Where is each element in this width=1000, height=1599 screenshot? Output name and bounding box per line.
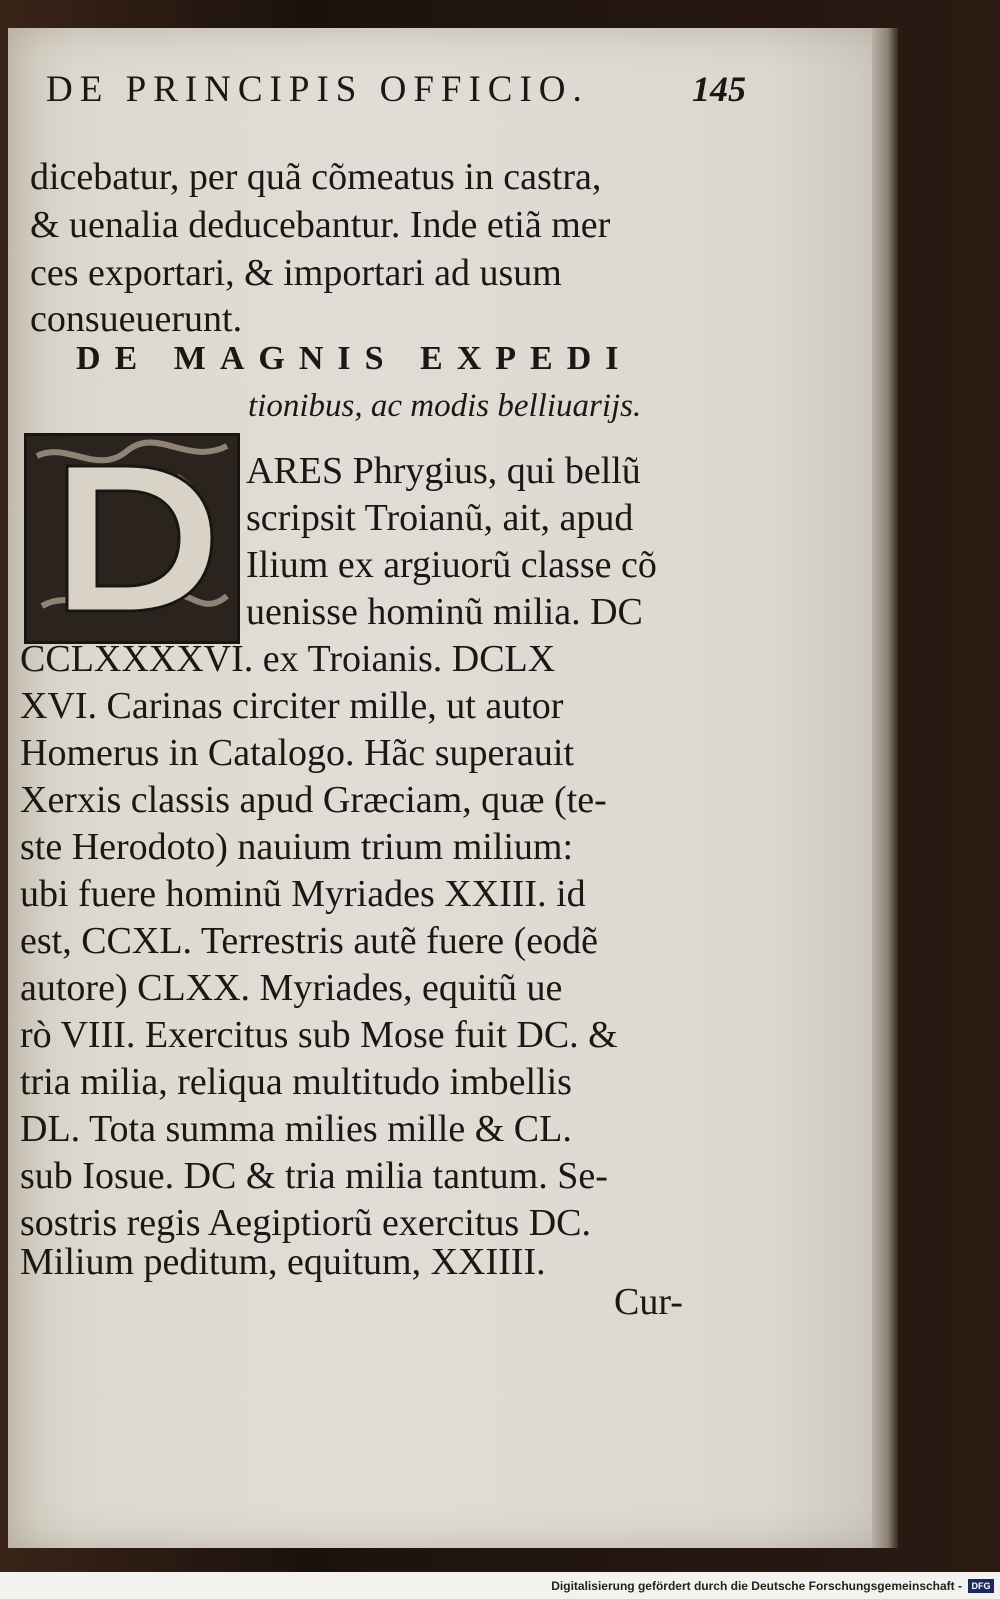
page-number: 145 <box>692 69 746 109</box>
text-line: Milium peditum, equitum, XXIIII. <box>20 1241 546 1283</box>
text-line: dicebatur, per quã cõmeatus in castra, <box>30 156 602 198</box>
page-text <box>8 28 898 1548</box>
text-line: ARES Phrygius, qui bellũ <box>246 450 641 492</box>
text-line: DL. Tota summa milies mille & CL. <box>20 1108 572 1150</box>
text-line: rò VIII. Exercitus sub Mose fuit DC. & <box>20 1014 618 1056</box>
book-page <box>8 28 898 1548</box>
text-line: ste Herodoto) nauium trium milium: <box>20 826 574 868</box>
text-line: scripsit Troianũ, ait, apud <box>246 497 634 539</box>
text-line: consueuerunt. <box>30 298 243 340</box>
footer-credit: Digitalisierung gefördert durch die Deutsche Forschungsgemeinschaft - <box>551 1578 962 1593</box>
text-line: XVI. Carinas circiter mille, ut autor <box>20 685 564 727</box>
running-title: DE PRINCIPIS OFFICIO. <box>46 69 589 110</box>
text-line: sub Iosue. DC & tria milia tantum. Se- <box>20 1155 608 1197</box>
page-edge <box>872 28 898 1548</box>
section-heading: DE MAGNIS EXPEDI <box>76 340 633 377</box>
dfg-logo: DFG <box>968 1579 994 1593</box>
text-line: sostris regis Aegiptiorũ exercitus DC. <box>20 1202 591 1244</box>
initial-d-woodcut <box>27 436 237 641</box>
text-line: ubi fuere hominũ Myriades XXIII. id <box>20 873 586 915</box>
decorated-initial <box>24 433 240 644</box>
text-line: est, CCXL. Terrestris autẽ fuere (eodẽ <box>20 920 599 962</box>
text-line: autore) CLXX. Myriades, equitũ ue <box>20 967 563 1009</box>
text-line: Xerxis classis apud Græciam, quæ (te- <box>20 779 607 821</box>
text-line: & uenalia deducebantur. Inde etiã mer <box>30 204 611 246</box>
running-head <box>46 68 746 111</box>
text-line: uenisse hominũ milia. DC <box>246 591 643 633</box>
catchword: Cur- <box>614 1281 683 1323</box>
text-line: tria milia, reliqua multitudo imbellis <box>20 1061 572 1103</box>
text-line: CCLXXXXVI. ex Troianis. DCLX <box>20 638 556 680</box>
text-line: Ilium ex argiuorũ classe cõ <box>246 544 657 586</box>
initial-letter: D <box>132 636 133 637</box>
digitization-footer <box>0 1572 1000 1599</box>
text-line: ces exportari, & importari ad usum <box>30 252 562 294</box>
section-subheading: tionibus, ac modis belliuarijs. <box>248 388 642 424</box>
text-line: Homerus in Catalogo. Hãc superauit <box>20 732 575 774</box>
